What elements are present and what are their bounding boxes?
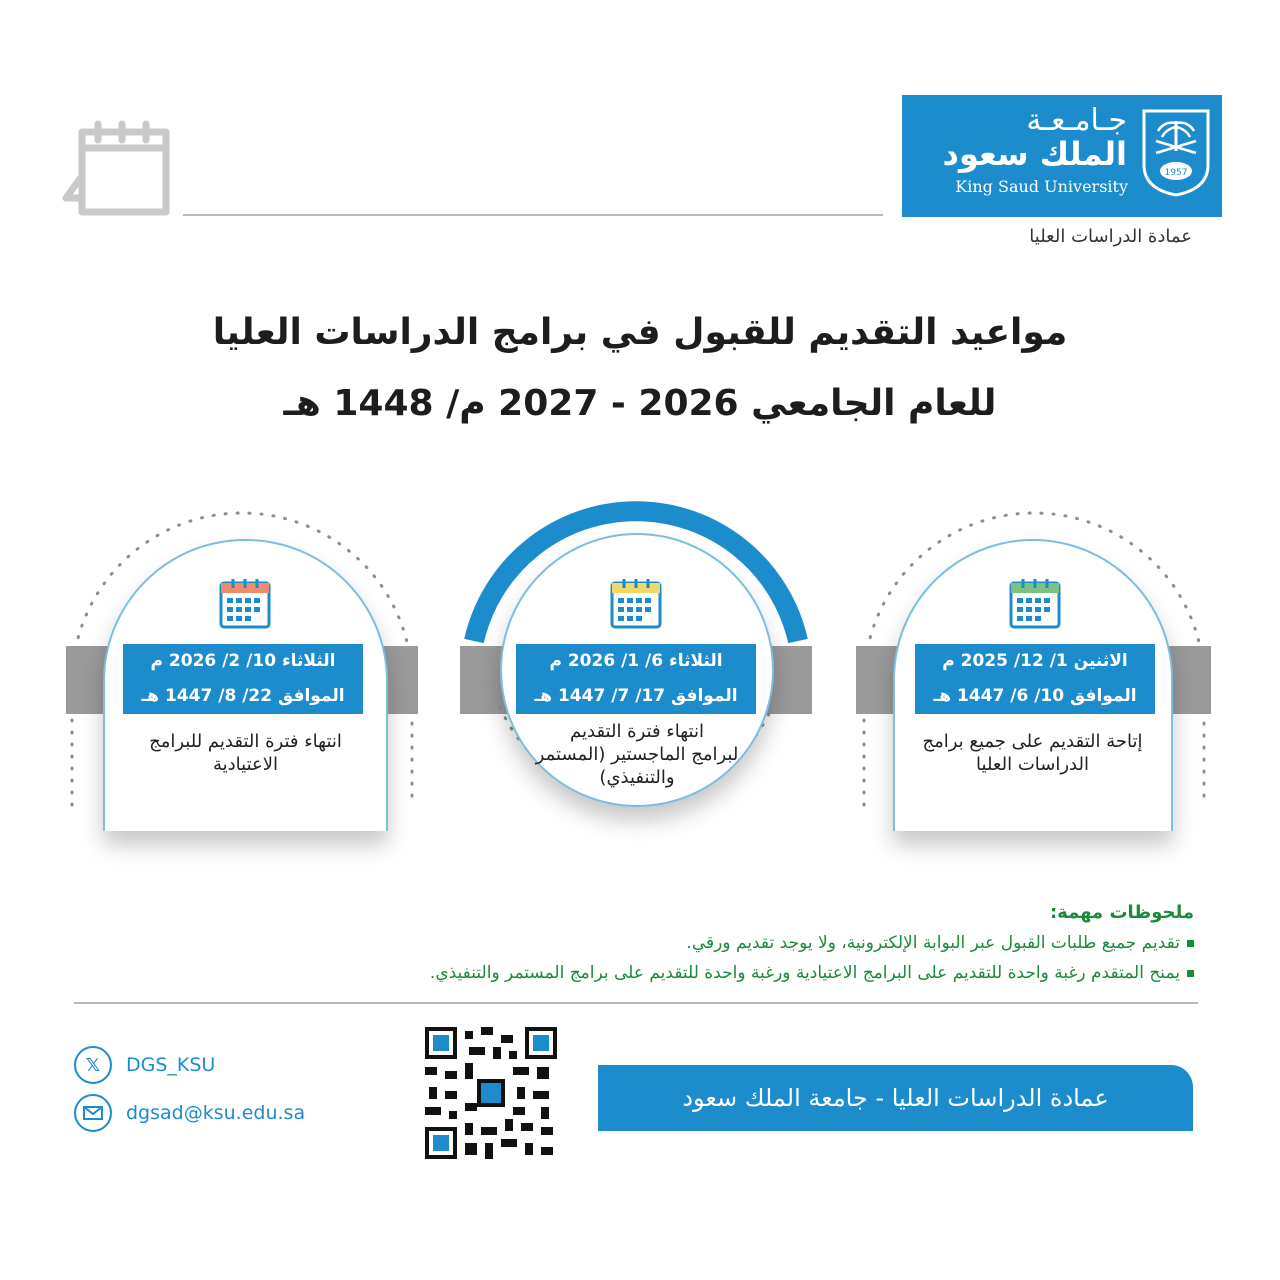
page-title-line1: مواعيد التقديم للقبول في برامج الدراسات العليا [212, 312, 1068, 353]
card-description [900, 730, 1165, 776]
twitter-handle[interactable]: DGS_KSU [126, 1054, 216, 1076]
x-icon[interactable]: 𝕏 [74, 1046, 112, 1084]
card-description [113, 730, 378, 776]
calendar-outline-icon [60, 120, 175, 220]
emblem-year: 1957 [1164, 168, 1188, 178]
gregorian-date: الثلاثاء 10/ 2/ 2026 م [150, 651, 336, 671]
calendar-icon [1008, 577, 1062, 631]
note-item [430, 958, 1194, 988]
date-box [516, 644, 756, 714]
note-text: يمنح المتقدم رغبة واحدة للتقديم على البرامج الاعتيادية ورغبة واحدة للتقديم على برامج المستمر والتنفيذي. [429, 963, 1180, 983]
hijri-date: الموافق 17/ 7/ 1447 هـ [534, 686, 738, 706]
palm-swords-emblem-icon [1140, 107, 1212, 197]
note-item [430, 928, 1194, 958]
hijri-date: الموافق 22/ 8/ 1447 هـ [141, 686, 345, 706]
note-text: تقديم جميع طلبات القبول عبر البوابة الإلكترونية، ولا يوجد تقديم ورقي. [686, 933, 1180, 953]
bullet-icon [1187, 970, 1194, 977]
hijri-date: الموافق 10/ 6/ 1447 هـ [933, 686, 1137, 706]
card-text-line2: الاعتيادية [212, 754, 279, 775]
university-logo [902, 95, 1222, 217]
notes-title: ملحوظات مهمة: [1049, 902, 1194, 923]
logo-arabic-line2: الملك سعود [942, 135, 1127, 173]
date-box [915, 644, 1155, 714]
gregorian-date: الاثنين 1/ 12/ 2025 م [942, 651, 1128, 671]
mail-icon[interactable] [74, 1094, 112, 1132]
card-text-line2: لبرامج الماجستير (المستمر [535, 744, 739, 765]
page-title-line2: للعام الجامعي 2026 - 2027 م/ 1448 هـ [283, 383, 997, 424]
email-address[interactable]: dgsad@ksu.edu.sa [126, 1102, 306, 1124]
footer-banner: عمادة الدراسات العليا - جامعة الملك سعود [598, 1065, 1193, 1131]
department-caption: عمادة الدراسات العليا [1029, 226, 1192, 247]
gregorian-date: الثلاثاء 6/ 1/ 2026 م [549, 651, 723, 671]
email-contact[interactable] [74, 1094, 305, 1132]
calendar-icon [609, 577, 663, 631]
header-divider [183, 214, 883, 216]
card-text-line1: انتهاء فترة التقديم [570, 721, 704, 742]
card-description [512, 720, 762, 789]
bullet-icon [1187, 940, 1194, 947]
footer-divider [74, 1002, 1198, 1004]
date-box [123, 644, 363, 714]
qr-code[interactable] [425, 1027, 557, 1159]
card-text-line3: والتنفيذي) [599, 767, 675, 788]
twitter-contact[interactable] [74, 1046, 215, 1084]
card-text-line2: الدراسات العليا [976, 754, 1089, 775]
important-notes [430, 898, 1194, 988]
card-text-line1: انتهاء فترة التقديم للبرامج [149, 731, 342, 752]
card-text-line1: إتاحة التقديم على جميع برامج [922, 731, 1143, 752]
logo-arabic-line1: جـامـعـة [1026, 103, 1127, 138]
logo-english: King Saud University [955, 177, 1128, 196]
calendar-icon [218, 577, 272, 631]
